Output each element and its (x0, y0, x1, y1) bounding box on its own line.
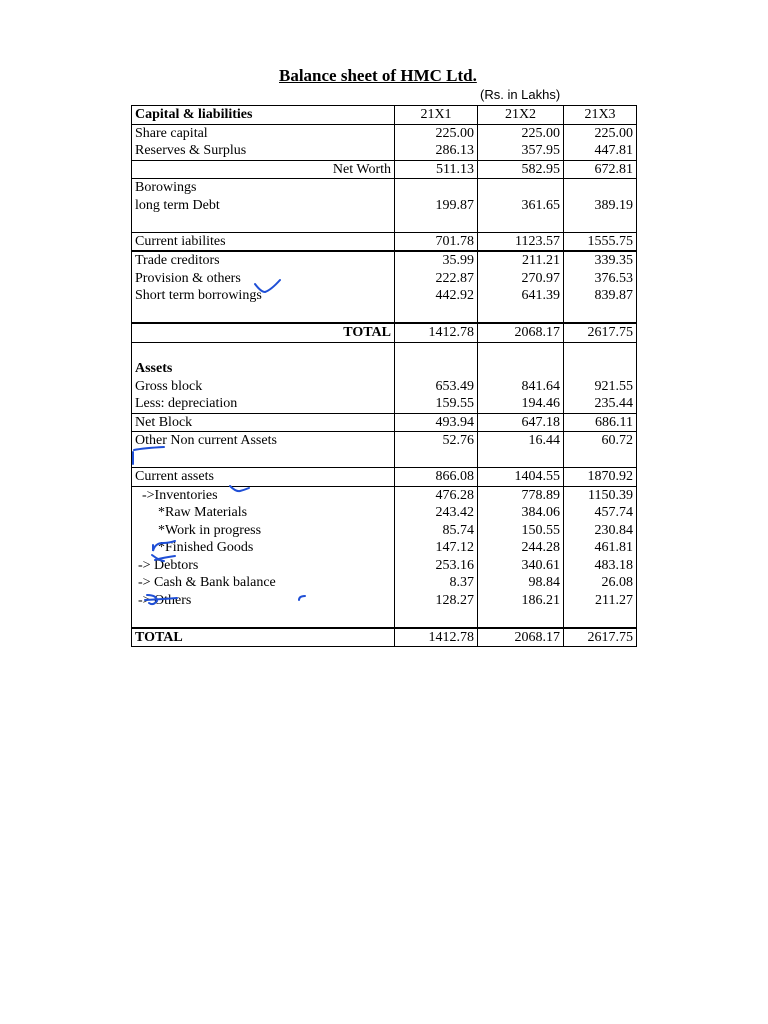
section-label: Assets (132, 360, 395, 378)
row-label: Trade creditors (132, 251, 395, 270)
row-label: *Raw Materials (132, 504, 395, 522)
row-label: long term Debt (132, 197, 395, 215)
table-row-spacer (132, 609, 637, 628)
cell-value: 159.55 (395, 395, 478, 413)
unit-note: (Rs. in Lakhs) (480, 87, 561, 102)
cell-value: 194.46 (478, 395, 564, 413)
cell-value: 253.16 (395, 557, 478, 575)
cell-value: 389.19 (564, 197, 637, 215)
cell-value: 244.28 (478, 539, 564, 557)
cell-value: 476.28 (395, 486, 478, 504)
row-label: Net Block (132, 413, 395, 432)
cell-value: 1870.92 (564, 468, 637, 487)
cell-value: 1555.75 (564, 232, 637, 251)
table-row (132, 522, 637, 540)
cell-value: 672.81 (564, 160, 637, 179)
cell-value: 653.49 (395, 378, 478, 396)
cell-value: 457.74 (564, 504, 637, 522)
total-row (132, 323, 637, 342)
cell-value: 225.00 (395, 124, 478, 142)
row-label: Provision & others (132, 270, 395, 288)
header-row (132, 106, 637, 125)
table-row (132, 270, 637, 288)
row-label: Current iabilites (132, 232, 395, 251)
row-label: *Work in progress (132, 522, 395, 540)
cell-value: 582.95 (478, 160, 564, 179)
cell-value: 442.92 (395, 287, 478, 305)
cell-value: 2068.17 (478, 628, 564, 647)
cell-value: 128.27 (395, 592, 478, 610)
table-row (132, 179, 637, 197)
cell-value: 270.97 (478, 270, 564, 288)
cell-value: 483.18 (564, 557, 637, 575)
cell-value: 841.64 (478, 378, 564, 396)
cell-value: 150.55 (478, 522, 564, 540)
table-row-spacer (132, 450, 637, 468)
row-label: -> Cash & Bank balance (132, 574, 395, 592)
row-label: Net Worth (132, 160, 395, 179)
table-row (132, 160, 637, 179)
row-label: *Finished Goods (132, 539, 395, 557)
cell-value: 641.39 (478, 287, 564, 305)
cell-value: 222.87 (395, 270, 478, 288)
row-label: -> Debtors (132, 557, 395, 575)
row-label: Share capital (132, 124, 395, 142)
table-row (132, 539, 637, 557)
cell-value: 1123.57 (478, 232, 564, 251)
cell-value: 921.55 (564, 378, 637, 396)
cell-value: 1412.78 (395, 628, 478, 647)
cell-value: 2617.75 (564, 628, 637, 647)
cell-value: 1404.55 (478, 468, 564, 487)
year-header: 21X1 (395, 106, 478, 125)
header-label: Capital & liabilities (132, 106, 395, 125)
cell-value: 376.53 (564, 270, 637, 288)
cell-value: 35.99 (395, 251, 478, 270)
row-label: Reserves & Surplus (132, 142, 395, 160)
row-label: Borowings (132, 179, 395, 197)
row-label: -> Others (132, 592, 395, 610)
table-row (132, 232, 637, 251)
cell-value: 230.84 (564, 522, 637, 540)
table-row (132, 432, 637, 450)
table-row (132, 395, 637, 413)
table-row (132, 504, 637, 522)
table-row-spacer (132, 214, 637, 232)
cell-value: 52.76 (395, 432, 478, 450)
cell-value: 225.00 (564, 124, 637, 142)
cell-value: 866.08 (395, 468, 478, 487)
cell-value: 778.89 (478, 486, 564, 504)
cell-value: 339.35 (564, 251, 637, 270)
cell-value: 2617.75 (564, 323, 637, 342)
cell-value: 357.95 (478, 142, 564, 160)
cell-value: 225.00 (478, 124, 564, 142)
row-label: Less: depreciation (132, 395, 395, 413)
cell-value: 447.81 (564, 142, 637, 160)
row-label: Current assets (132, 468, 395, 487)
cell-value: 8.37 (395, 574, 478, 592)
row-label: Short term borrowings (132, 287, 395, 305)
cell-value: 186.21 (478, 592, 564, 610)
table-row (132, 574, 637, 592)
table-row-spacer (132, 305, 637, 324)
cell-value: 26.08 (564, 574, 637, 592)
table-row-spacer (132, 342, 637, 360)
cell-value: 2068.17 (478, 323, 564, 342)
cell-value: 1412.78 (395, 323, 478, 342)
cell-value: 461.81 (564, 539, 637, 557)
cell-value: 493.94 (395, 413, 478, 432)
cell-value: 243.42 (395, 504, 478, 522)
year-header: 21X3 (564, 106, 637, 125)
section-row (132, 360, 637, 378)
cell-value: 60.72 (564, 432, 637, 450)
table-row (132, 413, 637, 432)
table-row (132, 124, 637, 142)
balance-sheet-table (131, 105, 637, 647)
total-row (132, 628, 637, 647)
cell-value: 286.13 (395, 142, 478, 160)
row-label: TOTAL (132, 323, 395, 342)
cell-value: 85.74 (395, 522, 478, 540)
cell-value: 147.12 (395, 539, 478, 557)
row-label: Other Non current Assets (132, 432, 395, 450)
cell-value: 211.27 (564, 592, 637, 610)
row-label: ->Inventories (132, 486, 395, 504)
table-row (132, 197, 637, 215)
table-row (132, 251, 637, 270)
table-row (132, 287, 637, 305)
cell-value: 340.61 (478, 557, 564, 575)
cell-value: 384.06 (478, 504, 564, 522)
cell-value: 361.65 (478, 197, 564, 215)
cell-value: 839.87 (564, 287, 637, 305)
row-label: Gross block (132, 378, 395, 396)
table-row (132, 486, 637, 504)
cell-value: 235.44 (564, 395, 637, 413)
table-row (132, 142, 637, 160)
cell-value: 211.21 (478, 251, 564, 270)
table-row (132, 378, 637, 396)
year-header: 21X2 (478, 106, 564, 125)
cell-value: 16.44 (478, 432, 564, 450)
table-row (132, 557, 637, 575)
cell-value: 511.13 (395, 160, 478, 179)
cell-value: 98.84 (478, 574, 564, 592)
sheet-title: Balance sheet of HMC Ltd. (279, 66, 477, 85)
cell-value: 1150.39 (564, 486, 637, 504)
table-row (132, 468, 637, 487)
cell-value: 199.87 (395, 197, 478, 215)
cell-value: 701.78 (395, 232, 478, 251)
table-row (132, 592, 637, 610)
row-label: TOTAL (132, 628, 395, 647)
cell-value: 647.18 (478, 413, 564, 432)
cell-value: 686.11 (564, 413, 637, 432)
